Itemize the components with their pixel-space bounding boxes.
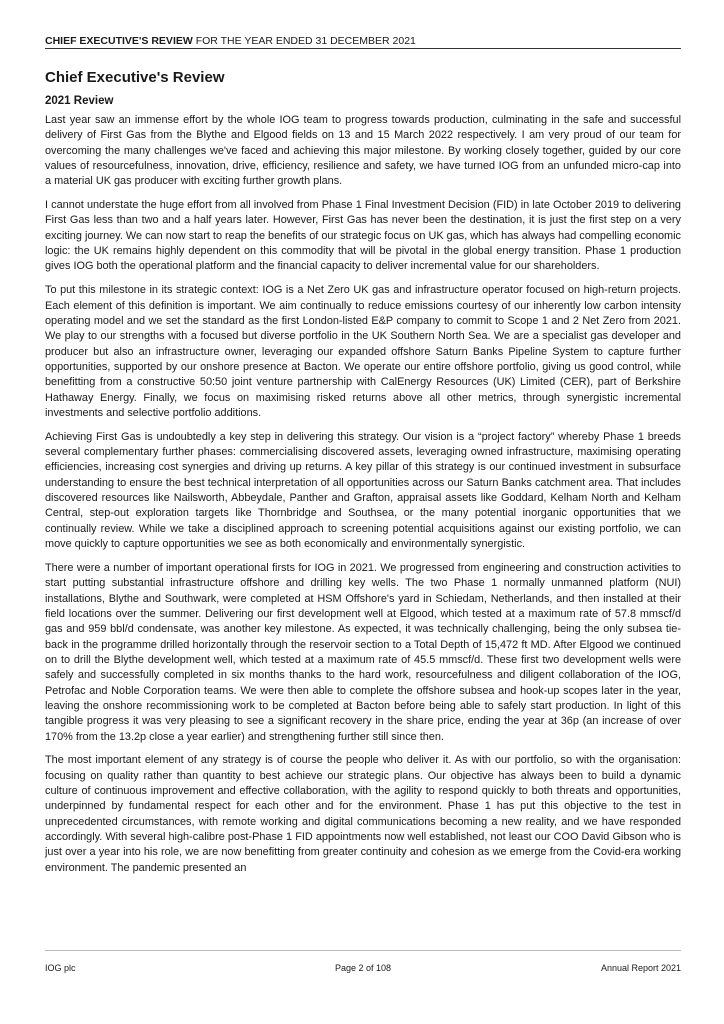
footer-report-title: Annual Report 2021 xyxy=(600,963,681,973)
paragraph: I cannot understate the huge effort from all involved from Phase 1 Final Investment Decision (FID) in late October 2019 to delivering First Gas less than two and a half years later. However, First Gas has never been the destination, it is just the first step on a very exciting journey. We can now start to reap the benefits of our strategic focus on UK gas, which has always had compelling economic logic: the UK remains highly dependent on this commodity that will be pivotal in the global energy transition. Phase 1 production gives IOG both the operational platform and the financial capacity to deliver incremental value for our shareholders. xyxy=(45,199,681,273)
footer-company: IOG plc xyxy=(45,963,76,973)
paragraph: Achieving First Gas is undoubtedly a key step in delivering this strategy. Our vision is a “project factory” whereby Phase 1 breeds several complementary further phases: commercialising discovered assets, leveraging owned infrastructure, maximising operating efficiencies, increasing cost synergies and driving up returns. A key pillar of this strategy is our continued investment in subsurface understanding to ensure the best technical interpretation of all opportunities across our Saturn Banks catchment area. That includes discovered resources like Nailsworth, Abbeydale, Panther and Grafton, appraisal assets like Goddard, Kelham North and Kelham Central, step-out exploration targets like Thornbridge and Southsea, or the many potential inorganic opportunities that we continually review. While we take a disciplined approach to screening potential acquisitions against our existing portfolio, we can move quickly to capture opportunities we see as both economically and environmentally synergistic. xyxy=(45,430,681,551)
section-heading: 2021 Review xyxy=(45,95,114,107)
running-header xyxy=(45,35,681,48)
paragraph: Last year saw an immense effort by the whole IOG team to progress towards production, culminating in the safe and successful delivery of First Gas from the Blythe and Elgood fields on 13 and 15 March 2022 respectively. I am very proud of our team for overcoming the many challenges we've faced and achieving this major milestone. By working closely together, guided by our core values of resourcefulness, innovation, drive, efficiency, resilience and safety, we have turned IOG from an unfunded micro-cap into a material UK gas producer with exciting further growth plans. xyxy=(45,114,681,188)
body-text xyxy=(45,113,681,885)
footer-page-number: Page 2 of 108 xyxy=(334,963,392,973)
running-header-section: CHIEF EXECUTIVE'S REVIEW xyxy=(45,35,193,47)
page-title: Chief Executive's Review xyxy=(45,69,225,86)
running-header-period: FOR THE YEAR ENDED 31 DECEMBER 2021 xyxy=(192,35,416,47)
header-divider xyxy=(45,48,681,49)
paragraph: There were a number of important operational firsts for IOG in 2021. We progressed from engineering and construction activities to start putting substantial infrastructure offshore and drilling key wells. The two Phase 1 normally unmanned platform (NUI) installations, Blythe and Southwark, were completed at HSM Offshore's yard in Schiedam, Netherlands, and then installed at their field locations over the summer. Delivering our first development well at Elgood, which tested at a maximum rate of 57.8 mmscf/d gas and 959 bbl/d condensate, was another key milestone. As expected, it was technically challenging, being the only subsea tie-back in the programme drilled horizontally through the reservoir section to a Total Depth of 15,472 ft MD. After Elgood we continued on to drill the Blythe development well, which tested at a maximum rate of 45.5 mmscf/d. These first two development wells were safely and successfully completed in six months thanks to the hard work, resourcefulness and diligent collaboration of the IOG, Petrofac and Noble Corporation teams. We were then able to complete the offshore subsea and hook-up scopes later in the year, leaving the onshore recommissioning work to be completed at Bacton before being able to safely start production. In light of this tangible progress it was very pleasing to see a significant recovery in the share price, ending the year at 36p (an increase of over 170% from the 13.2p close a year earlier) and strengthening further still since then. xyxy=(45,561,681,743)
paragraph: The most important element of any strategy is of course the people who deliver it. As with our portfolio, so with the organisation: focusing on quality rather than quantity to best achieve our strategic plans. Our objective has always been to build a dynamic culture of continuous improvement and effective collaboration, with the agility to respond quickly to both threats and opportunities, underpinned by fundamental respect for each other and for the environment. Phase 1 has put this objective to the test in unprecedented circumstances, with remote working and digital communications becoming a new reality, and we have responded accordingly. With several high-calibre post-Phase 1 FID appointments now well established, not least our COO David Gibson who is just over a year into his role, we are now benefitting from greater continuity and cohesion as we emerge from the Covid-era working environment. The pandemic presented an xyxy=(45,754,681,874)
paragraph: To put this milestone in its strategic context: IOG is a Net Zero UK gas and infrastructure operator focused on high-return projects. Each element of this definition is important. We aim continually to reduce emissions courtesy of our inherently low carbon intensity operating model and we set the standard as the first London-listed E&P company to commit to Scope 1 and 2 Net Zero from 2021. We play to our strengths with a focused but diverse portfolio in the UK Southern North Sea. We are a specialist gas developer and producer but also an infrastructure owner, leveraging our expanded offshore Saturn Banks Pipeline System to capture further opportunities, supported by our onshore presence at Bacton. We operate our entire offshore portfolio, giving us good control, while benefitting from a constructive 50:50 joint venture partnership with CalEnergy Resources (UK) Limited (CER), part of Berkshire Hathaway Energy. Finally, we focus on maximising risked returns above all other metrics, through synergistic incremental investments and selective portfolio additions. xyxy=(45,284,681,419)
footer-divider xyxy=(45,950,681,951)
